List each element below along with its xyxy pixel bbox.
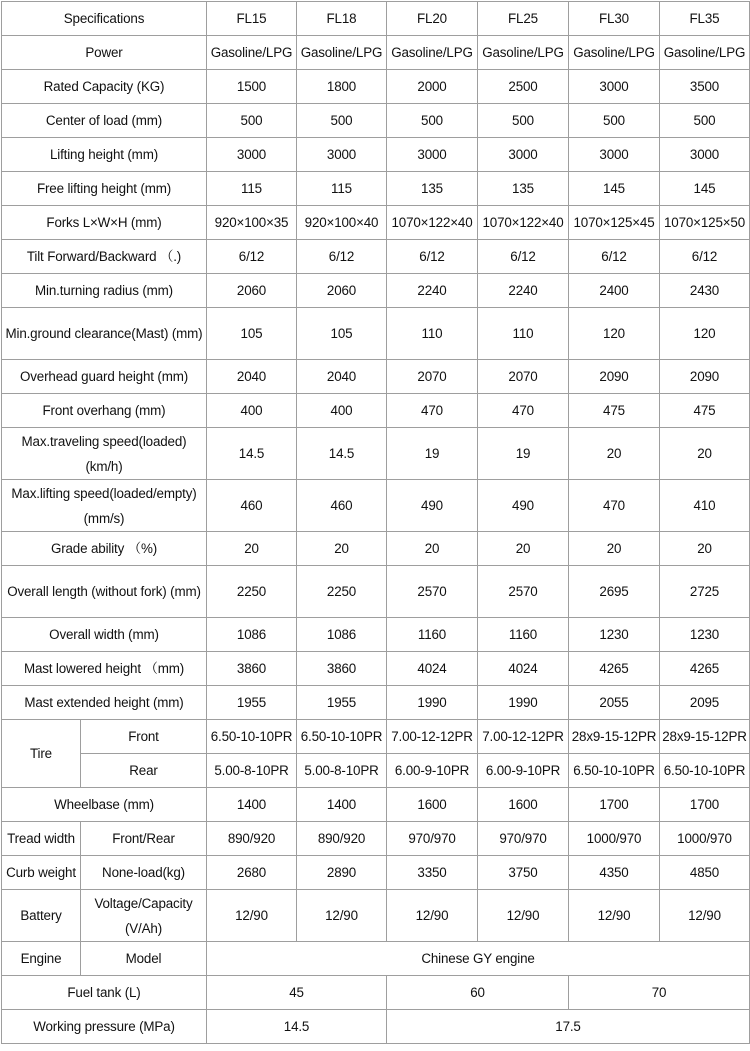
row-group-label: Tread width [2, 822, 81, 856]
table-cell: 1700 [660, 788, 750, 822]
table-row [2, 308, 750, 360]
table-cell: 4265 [660, 652, 750, 686]
table-row [2, 856, 750, 890]
table-cell: 6.00-9-10PR [387, 754, 478, 788]
table-cell: 1070×122×40 [478, 206, 569, 240]
table-cell: 2040 [207, 360, 297, 394]
table-cell: 3000 [478, 138, 569, 172]
table-cell: 970/970 [387, 822, 478, 856]
table-cell: 6.50-10-10PR [207, 720, 297, 754]
table-cell: 12/90 [478, 890, 569, 942]
table-cell: 2240 [478, 274, 569, 308]
table-cell: 500 [297, 104, 387, 138]
table-cell: 4024 [478, 652, 569, 686]
table-cell: 6/12 [387, 240, 478, 274]
table-cell: 4350 [569, 856, 660, 890]
table-cell: 28x9-15-12PR [660, 720, 750, 754]
table-cell: 14.5 [207, 1010, 387, 1044]
table-cell: 135 [387, 172, 478, 206]
table-row [2, 172, 750, 206]
table-cell: 17.5 [387, 1010, 750, 1044]
table-cell: 110 [387, 308, 478, 360]
table-row [2, 240, 750, 274]
table-cell: 3860 [207, 652, 297, 686]
table-cell: 2070 [478, 360, 569, 394]
table-cell: 3750 [478, 856, 569, 890]
table-row [2, 890, 750, 942]
row-label: Min.turning radius (mm) [2, 274, 207, 308]
table-cell: 12/90 [660, 890, 750, 942]
table-cell: 12/90 [297, 890, 387, 942]
table-cell: 1990 [387, 686, 478, 720]
table-cell: 110 [478, 308, 569, 360]
row-sub-label: Voltage/Capacity (V/Ah) [81, 890, 207, 942]
table-cell: 3860 [297, 652, 387, 686]
table-cell: Gasoline/LPG [660, 36, 750, 70]
row-group-label: Tire [2, 720, 81, 788]
table-cell: Gasoline/LPG [387, 36, 478, 70]
row-label: Overall length (without fork) (mm) [2, 566, 207, 618]
table-cell: 1000/970 [569, 822, 660, 856]
table-cell: 2725 [660, 566, 750, 618]
row-sub-label: None-load(kg) [81, 856, 207, 890]
table-cell: 460 [297, 480, 387, 532]
table-cell: 20 [569, 428, 660, 480]
table-cell: 2070 [387, 360, 478, 394]
table-cell: 45 [207, 976, 387, 1010]
row-label: Power [2, 36, 207, 70]
table-cell: 2000 [387, 70, 478, 104]
table-cell: 4850 [660, 856, 750, 890]
column-header-model: FL30 [569, 2, 660, 36]
table-cell: 2060 [297, 274, 387, 308]
table-row [2, 36, 750, 70]
table-cell: 1955 [297, 686, 387, 720]
row-label: Wheelbase (mm) [2, 788, 207, 822]
row-label: Center of load (mm) [2, 104, 207, 138]
table-cell: 5.00-8-10PR [207, 754, 297, 788]
table-cell: 19 [387, 428, 478, 480]
table-cell: 2040 [297, 360, 387, 394]
row-group-label: Battery [2, 890, 81, 942]
table-cell: 2090 [569, 360, 660, 394]
table-cell: 2695 [569, 566, 660, 618]
table-cell: 1230 [569, 618, 660, 652]
table-cell: 500 [660, 104, 750, 138]
table-cell: 1600 [387, 788, 478, 822]
table-cell: 3000 [569, 138, 660, 172]
column-header-model: FL20 [387, 2, 478, 36]
column-header-model: FL35 [660, 2, 750, 36]
table-cell: 20 [660, 428, 750, 480]
table-cell: 1600 [478, 788, 569, 822]
table-cell: 115 [297, 172, 387, 206]
table-cell: 19 [478, 428, 569, 480]
table-cell: Gasoline/LPG [207, 36, 297, 70]
table-row [2, 1010, 750, 1044]
table-row [2, 754, 750, 788]
column-header-specifications: Specifications [2, 2, 207, 36]
table-cell: 3000 [207, 138, 297, 172]
table-row [2, 686, 750, 720]
table-cell: 475 [569, 394, 660, 428]
table-row [2, 138, 750, 172]
row-label: Tilt Forward/Backward （.) [2, 240, 207, 274]
row-label: Lifting height (mm) [2, 138, 207, 172]
table-cell: 2430 [660, 274, 750, 308]
table-cell: 1800 [297, 70, 387, 104]
table-cell: 12/90 [207, 890, 297, 942]
table-row [2, 70, 750, 104]
table-cell: 4265 [569, 652, 660, 686]
table-cell: 1955 [207, 686, 297, 720]
row-sub-label: Front/Rear [81, 822, 207, 856]
row-label: Overhead guard height (mm) [2, 360, 207, 394]
table-cell: 120 [569, 308, 660, 360]
table-cell: Gasoline/LPG [569, 36, 660, 70]
row-label: Overall width (mm) [2, 618, 207, 652]
table-cell: 6.00-9-10PR [478, 754, 569, 788]
row-sub-label: Rear [81, 754, 207, 788]
table-row [2, 618, 750, 652]
table-cell: 490 [387, 480, 478, 532]
table-cell: 2570 [478, 566, 569, 618]
table-cell: 2240 [387, 274, 478, 308]
row-label: Rated Capacity (KG) [2, 70, 207, 104]
table-cell: 1400 [207, 788, 297, 822]
specifications-table [1, 1, 750, 1044]
table-cell: 3350 [387, 856, 478, 890]
table-row [2, 942, 750, 976]
row-label: Front overhang (mm) [2, 394, 207, 428]
table-cell: 490 [478, 480, 569, 532]
table-cell: 1070×125×45 [569, 206, 660, 240]
table-cell: 120 [660, 308, 750, 360]
table-row [2, 720, 750, 754]
table-cell: 2055 [569, 686, 660, 720]
table-cell: 470 [478, 394, 569, 428]
table-cell: 500 [387, 104, 478, 138]
table-cell: 14.5 [297, 428, 387, 480]
table-cell: 2570 [387, 566, 478, 618]
table-cell: 1070×122×40 [387, 206, 478, 240]
row-label: Max.lifting speed(loaded/empty) (mm/s) [2, 480, 207, 532]
table-cell: 6/12 [660, 240, 750, 274]
table-cell: 20 [297, 532, 387, 566]
table-cell: 145 [660, 172, 750, 206]
table-cell: 7.00-12-12PR [478, 720, 569, 754]
table-cell: 28x9-15-12PR [569, 720, 660, 754]
table-cell: 145 [569, 172, 660, 206]
table-cell: 970/970 [478, 822, 569, 856]
column-header-model: FL15 [207, 2, 297, 36]
row-label: Max.traveling speed(loaded) (km/h) [2, 428, 207, 480]
table-cell: 2095 [660, 686, 750, 720]
table-cell: 890/920 [297, 822, 387, 856]
table-cell: 400 [207, 394, 297, 428]
table-cell: 6.50-10-10PR [569, 754, 660, 788]
table-cell: 470 [569, 480, 660, 532]
table-cell: 3000 [297, 138, 387, 172]
table-row [2, 532, 750, 566]
table-row [2, 394, 750, 428]
table-cell: 12/90 [387, 890, 478, 942]
table-cell: 3000 [569, 70, 660, 104]
table-cell: 20 [660, 532, 750, 566]
table-cell: 920×100×40 [297, 206, 387, 240]
header-row [2, 2, 750, 36]
table-row [2, 104, 750, 138]
table-cell: 4024 [387, 652, 478, 686]
table-cell: 1700 [569, 788, 660, 822]
row-label: Mast lowered height （mm) [2, 652, 207, 686]
table-cell: 1086 [207, 618, 297, 652]
table-cell: 20 [478, 532, 569, 566]
table-cell: 2090 [660, 360, 750, 394]
table-cell: 5.00-8-10PR [297, 754, 387, 788]
row-label: Fuel tank (L) [2, 976, 207, 1010]
table-row [2, 652, 750, 686]
table-cell: 14.5 [207, 428, 297, 480]
table-cell: 115 [207, 172, 297, 206]
table-cell: 2060 [207, 274, 297, 308]
table-cell: 70 [569, 976, 750, 1010]
table-cell: 2250 [207, 566, 297, 618]
table-cell: 475 [660, 394, 750, 428]
table-row [2, 274, 750, 308]
table-row [2, 360, 750, 394]
table-row [2, 480, 750, 532]
table-cell: 500 [478, 104, 569, 138]
table-cell: 1000/970 [660, 822, 750, 856]
table-cell: 1500 [207, 70, 297, 104]
table-cell: 1070×125×50 [660, 206, 750, 240]
table-row [2, 822, 750, 856]
table-row [2, 566, 750, 618]
table-cell: 3000 [660, 138, 750, 172]
table-cell: 2890 [297, 856, 387, 890]
row-label: Grade ability （%) [2, 532, 207, 566]
table-row [2, 788, 750, 822]
table-cell: 2400 [569, 274, 660, 308]
table-cell: 470 [387, 394, 478, 428]
table-cell: 2500 [478, 70, 569, 104]
table-cell: 135 [478, 172, 569, 206]
table-cell: 105 [297, 308, 387, 360]
table-cell: 460 [207, 480, 297, 532]
row-group-label: Curb weight [2, 856, 81, 890]
table-cell: Chinese GY engine [207, 942, 750, 976]
table-cell: 890/920 [207, 822, 297, 856]
table-cell: 500 [207, 104, 297, 138]
table-cell: 60 [387, 976, 569, 1010]
table-cell: 500 [569, 104, 660, 138]
table-cell: 920×100×35 [207, 206, 297, 240]
table-cell: 410 [660, 480, 750, 532]
table-cell: 1086 [297, 618, 387, 652]
table-cell: 6/12 [478, 240, 569, 274]
row-group-label: Engine [2, 942, 81, 976]
column-header-model: FL25 [478, 2, 569, 36]
table-cell: 20 [207, 532, 297, 566]
row-sub-label: Front [81, 720, 207, 754]
table-cell: 1230 [660, 618, 750, 652]
table-cell: 1160 [478, 618, 569, 652]
row-label: Working pressure (MPa) [2, 1010, 207, 1044]
table-cell: 3000 [387, 138, 478, 172]
table-cell: 20 [569, 532, 660, 566]
table-row [2, 428, 750, 480]
row-label: Min.ground clearance(Mast) (mm) [2, 308, 207, 360]
table-cell: 6/12 [297, 240, 387, 274]
table-cell: 7.00-12-12PR [387, 720, 478, 754]
table-cell: 12/90 [569, 890, 660, 942]
table-cell: 2250 [297, 566, 387, 618]
table-cell: 6.50-10-10PR [297, 720, 387, 754]
table-row [2, 206, 750, 240]
row-label: Mast extended height (mm) [2, 686, 207, 720]
table-cell: Gasoline/LPG [478, 36, 569, 70]
table-cell: 6/12 [569, 240, 660, 274]
table-cell: Gasoline/LPG [297, 36, 387, 70]
row-label: Forks L×W×H (mm) [2, 206, 207, 240]
table-cell: 1400 [297, 788, 387, 822]
row-label: Free lifting height (mm) [2, 172, 207, 206]
table-cell: 1160 [387, 618, 478, 652]
table-cell: 2680 [207, 856, 297, 890]
row-sub-label: Model [81, 942, 207, 976]
table-row [2, 976, 750, 1010]
table-cell: 400 [297, 394, 387, 428]
table-cell: 20 [387, 532, 478, 566]
table-cell: 1990 [478, 686, 569, 720]
table-cell: 3500 [660, 70, 750, 104]
table-cell: 6.50-10-10PR [660, 754, 750, 788]
column-header-model: FL18 [297, 2, 387, 36]
table-cell: 105 [207, 308, 297, 360]
table-cell: 6/12 [207, 240, 297, 274]
